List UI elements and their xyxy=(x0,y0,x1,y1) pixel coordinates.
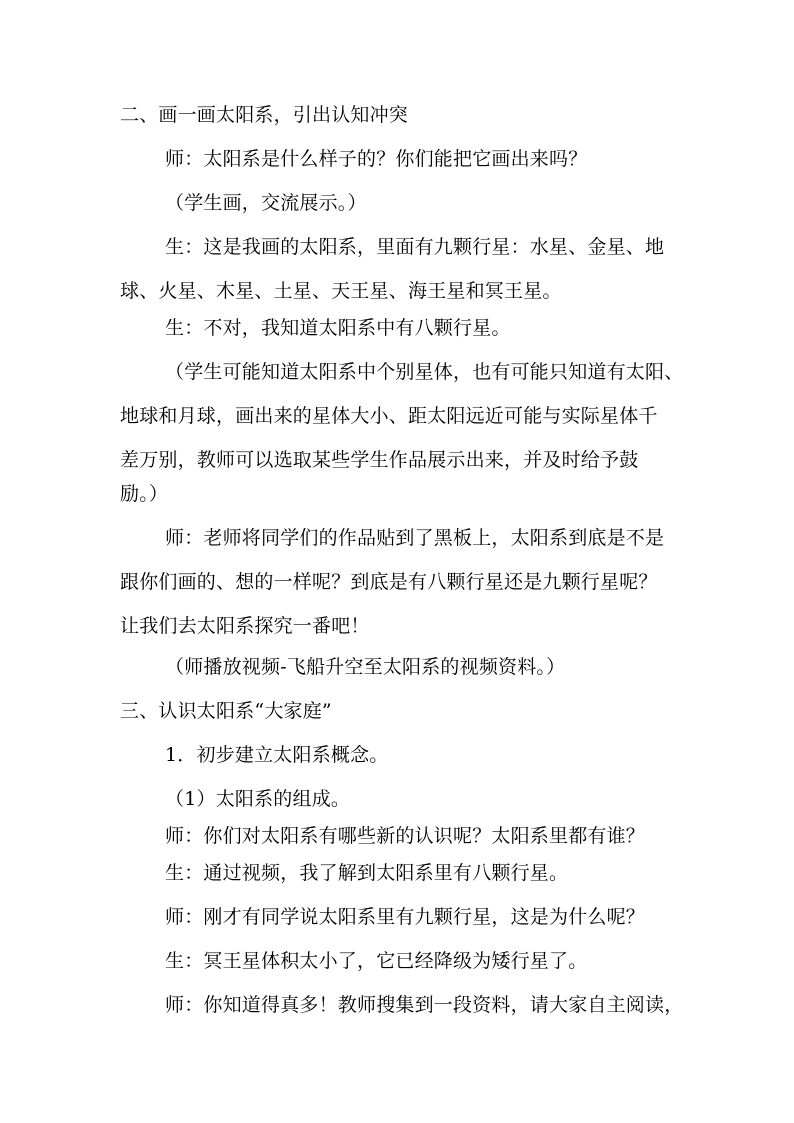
section-heading-two: 二、画一画太阳系，引出认知冲突 xyxy=(120,104,409,126)
paragraph-line: 师：你们对太阳系有哪些新的认识呢？太阳系里都有谁？ xyxy=(165,825,646,847)
paragraph-line: 生：这是我画的太阳系，里面有九颗行星：水星、金星、地 xyxy=(165,236,665,258)
paragraph-line: 师：你知道得真多！教师搜集到一段资料，请大家自主阅读， xyxy=(165,994,684,1016)
paragraph-line: 地球和月球，画出来的星体大小、距太阳远近可能与实际星体千 xyxy=(120,405,658,427)
subsection-heading: 1．初步建立太阳系概念。 xyxy=(165,744,389,766)
paragraph-line: 生：通过视频，我了解到太阳系里有八颗行星。 xyxy=(165,862,569,884)
paragraph-line: （师播放视频-飞船升空至太阳系的视频资料。） xyxy=(165,656,566,678)
paragraph-line: 让我们去太阳系探究一番吧！ xyxy=(120,615,370,637)
paragraph-line: （学生可能知道太阳系中个别星体，也有可能只知道有太阳、 xyxy=(165,361,684,383)
paragraph-line: 生：冥王星体积太小了，它已经降级为矮行星了。 xyxy=(165,950,588,972)
paragraph-line: 球、火星、木星、土星、天王星、海王星和冥王星。 xyxy=(120,280,562,302)
paragraph-line: （学生画，交流展示。） xyxy=(165,192,367,214)
paragraph-line: 跟你们画的、想的一样呢？到底是有八颗行星还是九颗行星呢？ xyxy=(120,571,658,593)
paragraph-line: 差万别，教师可以选取某些学生作品展示出来，并及时给予鼓 xyxy=(120,449,639,471)
paragraph-line: 师：太阳系是什么样子的？你们能把它画出来吗？ xyxy=(165,148,588,170)
paragraph-line: 生：不对，我知道太阳系中有八颗行星。 xyxy=(165,317,511,339)
paragraph-line: 师：老师将同学们的作品贴到了黑板上，太阳系到底是不是 xyxy=(165,527,665,549)
subsection-heading: （1）太阳系的组成。 xyxy=(165,788,351,810)
section-heading-three: 三、认识太阳系“大家庭” xyxy=(120,700,332,722)
paragraph-line: 励。） xyxy=(120,483,169,505)
paragraph-line: 师：刚才有同学说太阳系里有九颗行星，这是为什么呢？ xyxy=(165,906,646,928)
